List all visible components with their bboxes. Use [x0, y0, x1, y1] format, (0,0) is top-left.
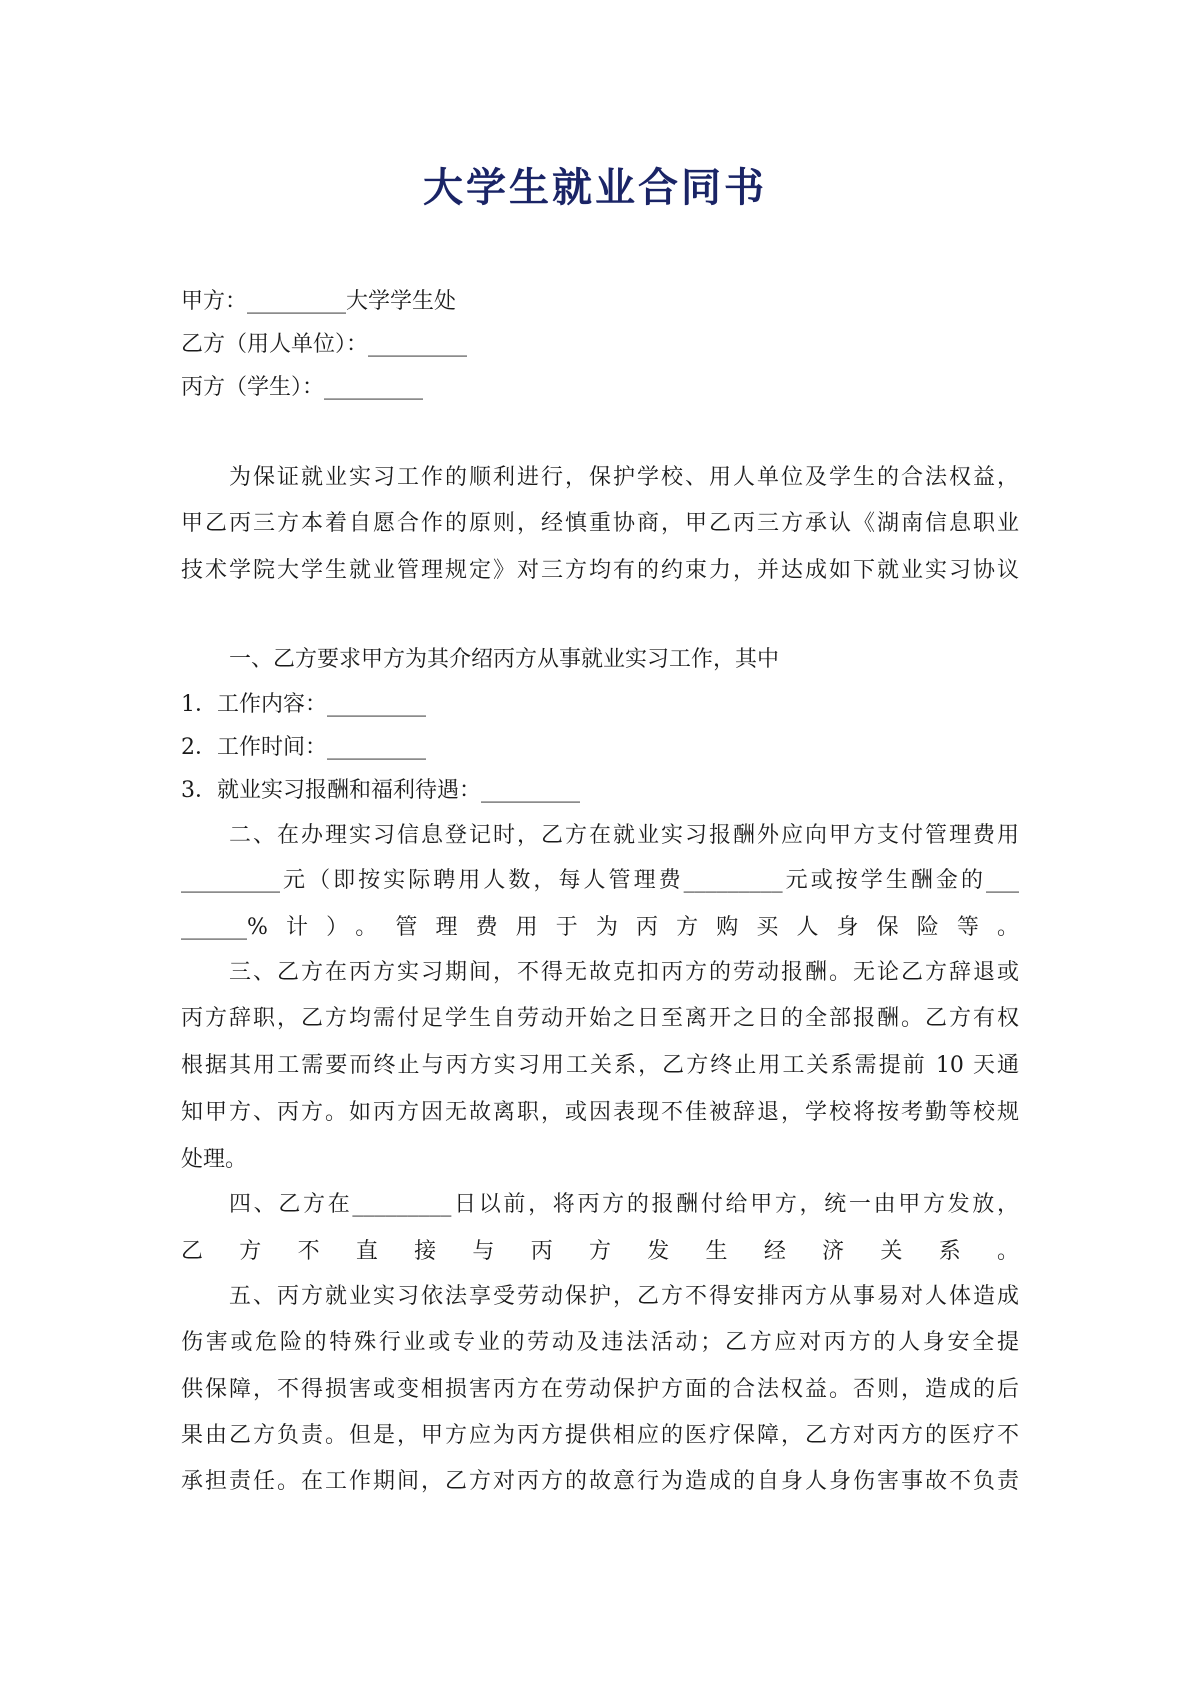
clause-3-line: 三、乙方在丙方实习期间，不得无故克扣丙方的劳动报酬。无论乙方辞退或: [229, 960, 1019, 985]
clause-3-line: 处理。: [181, 1147, 248, 1172]
clause-3-line: 知甲方、丙方。如丙方因无故离职，或因表现不佳被辞退，学校将按考勤等校规: [181, 1100, 1019, 1125]
clause-2-line: _________元（即按实际聘用人数，每人管理费_________元或按学生酬金的___: [181, 868, 1019, 893]
party-c: 丙方（学生）：_________: [181, 375, 424, 400]
clause-1-item: 1．工作内容：_________: [181, 692, 426, 717]
clause-5-line: 伤害或危险的特殊行业或专业的劳动及违法活动；乙方应对丙方的人身安全提: [181, 1330, 1019, 1355]
clause-3-line: 丙方辞职，乙方均需付足学生自劳动开始之日至离开之日的全部报酬。乙方有权: [181, 1006, 1019, 1031]
clause-5-line: 承担责任。在工作期间，乙方对丙方的故意行为造成的自身人身伤害事故不负责: [181, 1469, 1019, 1494]
clause-1-heading: 一、乙方要求甲方为其介绍丙方从事就业实习工作，其中: [229, 647, 780, 672]
clause-1-item: 2．工作时间：_________: [181, 735, 426, 760]
party-b: 乙方（用人单位）：_________: [181, 332, 468, 357]
preamble-line: 甲乙丙三方本着自愿合作的原则，经慎重协商，甲乙丙三方承认《湖南信息职业: [181, 511, 1019, 536]
clause-1-item: 3．就业实习报酬和福利待遇：_________: [181, 778, 580, 803]
clause-3-line: 根据其用工需要而终止与丙方实习用工关系，乙方终止用工关系需提前 10 天通: [181, 1053, 1019, 1078]
clause-5-line: 供保障，不得损害或变相损害丙方在劳动保护方面的合法权益。否则，造成的后: [181, 1377, 1019, 1402]
document-title: 大学生就业合同书: [423, 165, 767, 211]
clause-2-line: ______%计）。管理费用于为丙方购买人身保险等。: [181, 915, 1019, 940]
clause-5-line: 果由乙方负责。但是，甲方应为丙方提供相应的医疗保障，乙方对丙方的医疗不: [181, 1423, 1019, 1448]
preamble-line: 技术学院大学生就业管理规定》对三方均有的约束力，并达成如下就业实习协议: [181, 558, 1019, 583]
preamble-line: 为保证就业实习工作的顺利进行，保护学校、用人单位及学生的合法权益，: [229, 465, 1019, 490]
party-a: 甲方：_________大学学生处: [181, 289, 457, 314]
clause-4-line: 四、乙方在_________日以前，将丙方的报酬付给甲方，统一由甲方发放，: [229, 1192, 1019, 1217]
clause-4-line: 乙方不直接与丙方发生经济关系。: [181, 1239, 1019, 1264]
clause-5-line: 五、丙方就业实习依法享受劳动保护，乙方不得安排丙方从事易对人体造成: [229, 1284, 1019, 1309]
clause-2-line: 二、在办理实习信息登记时，乙方在就业实习报酬外应向甲方支付管理费用: [229, 823, 1019, 848]
